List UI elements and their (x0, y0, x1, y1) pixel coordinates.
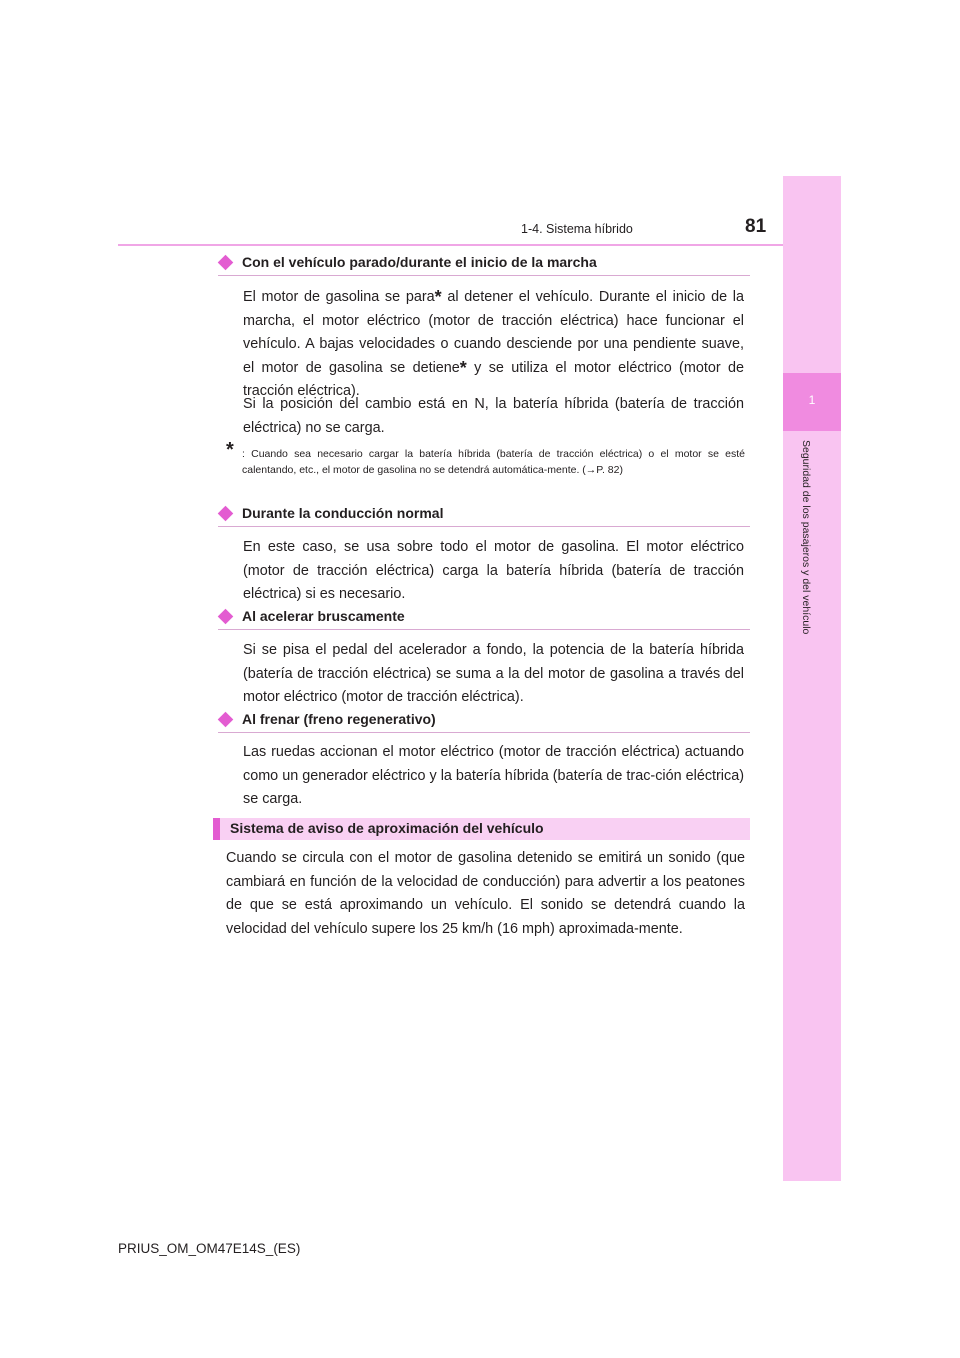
paragraph-stopped: El motor de gasolina se para* al detener el vehículo. Durante el inicio de la marcha, el motor eléctrico (motor de tracción eléctrica) hace funcionar el vehículo. A bajas velocidades o cuando desciende por una pendiente suave, el motor de gasolina se detiene* y se utiliza el motor eléctrico (motor de tracción eléctrica). (243, 287, 745, 400)
subheading-text: Durante la conducción normal (242, 505, 444, 521)
paragraph-neutral: Si la posición del cambio está en N, la batería híbrida (batería de tracción eléctrica) no se carga. (243, 396, 744, 436)
footnote-marker: * (434, 287, 442, 307)
document-id: PRIUS_OM_OM47E14S_(ES) (118, 1241, 301, 1256)
subheading-text: Al acelerar bruscamente (242, 608, 405, 624)
paragraph-acceleration: Si se pisa el pedal del acelerador a fondo, la potencia de la batería híbrida (batería de tracción eléctrica) se suma a la del motor de gasolina a través del motor eléctrico (motor de tracción eléctrica). (243, 642, 744, 706)
page-number: 81 (745, 216, 767, 237)
diamond-bullet-icon (218, 712, 234, 728)
chapter-number: 1 (808, 393, 816, 407)
footnote-marker: * (459, 357, 467, 378)
diamond-bullet-icon (218, 506, 234, 522)
footnote (226, 439, 745, 478)
subheading-acceleration (218, 609, 750, 630)
subheading-stopped (218, 255, 750, 276)
header-rule (118, 244, 840, 246)
chapter-title: Seguridad de los pasajeros y del vehículo (800, 440, 812, 635)
subheading-normal-driving (218, 506, 750, 527)
paragraph-approach-warning: Cuando se circula con el motor de gasolina detenido se emitirá un sonido (que cambiará en función de la velocidad de conducción) para advertir a los peatones de que se está aproximando un vehículo. El sonido se detendrá cuando la velocidad del vehículo supere los 25 km/h (16 mph) aproximada-mente. (226, 850, 745, 937)
chapter-side-tab (783, 176, 841, 1181)
footnote-star: * (226, 439, 234, 461)
section-heading-approach-warning (213, 818, 750, 840)
section-label: 1-4. Sistema híbrido (521, 222, 633, 236)
diamond-bullet-icon (218, 609, 234, 625)
subheading-text: Al frenar (freno regenerativo) (242, 711, 436, 727)
paragraph-braking: Las ruedas accionan el motor eléctrico (motor de tracción eléctrica) actuando como un generador eléctrico y la batería híbrida (batería de trac-ción eléctrica) se carga. (243, 744, 744, 808)
diamond-bullet-icon (218, 255, 234, 271)
subheading-braking (218, 712, 750, 733)
section-heading-text: Sistema de aviso de aproximación del vehículo (230, 820, 544, 836)
paragraph-normal-driving: En este caso, se usa sobre todo el motor de gasolina. El motor eléctrico (motor de tracción eléctrica) carga la batería híbrida (batería de tracción eléctrica) si es necesario. (243, 539, 744, 603)
footnote-text: : Cuando sea necesario cargar la batería híbrida (batería de tracción eléctrica) o el motor se esté calentando, etc., el motor de gasolina no se detendrá automática-mente. (→P. 82) (242, 448, 745, 476)
subheading-text: Con el vehículo parado/durante el inicio de la marcha (242, 254, 597, 270)
